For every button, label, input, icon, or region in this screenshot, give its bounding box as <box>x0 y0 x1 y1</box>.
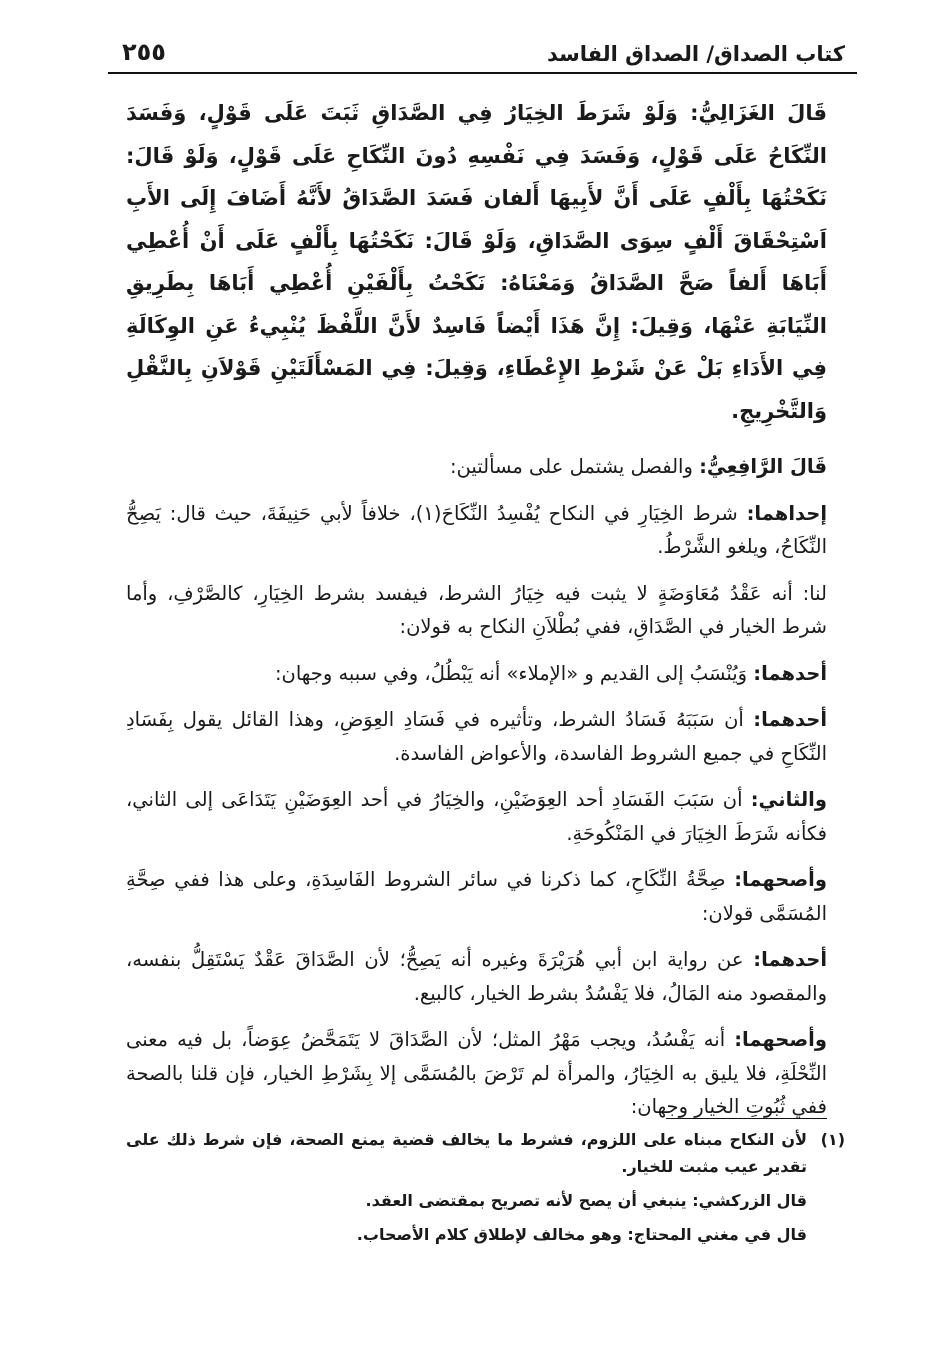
sharh-paragraph-8 <box>126 943 827 1010</box>
paragraph-text: أن سَبَبَهُ فَسَادُ الشرط، وتأثيره في فَسَادِ العِوَضِ، وهذا القائل يقول بِفَسَادِ النِّكَاحِ في جميع الشروط الفاسدة، والأعواض الفاسدة. <box>126 708 827 765</box>
paragraph-text: عن رواية ابن أبي هُرَيْرَةَ وغيره أنه يَصِحُّ؛ لأن الصَّدَاقَ عَقْدٌ يَسْتَقِلُّ بنفسه، والمقصود منه المَالُ، فلا يَفْسُدُ بشرط الخيار، كالبيع. <box>126 948 827 1005</box>
paragraph-lead: إحداهما: <box>746 501 828 525</box>
footnote-line: قال الزركشي: ينبغي أن يصح لأنه تصريح بمقتضى العقد. <box>365 1191 807 1210</box>
header-rule <box>108 72 857 74</box>
paragraph-lead: أحدهما: <box>753 661 827 685</box>
sharh-paragraph-5 <box>126 703 827 770</box>
footnote-separator <box>666 1118 827 1119</box>
paragraph-text: صِحَّةُ النِّكَاحِ، كما ذكرنا في سائر الشروط الفَاسِدَةِ، وعلى هذا ففي صِحَّةِ المُسَمَّى قولان: <box>126 868 827 925</box>
sharh-paragraph-7 <box>126 863 827 930</box>
paragraph-text: أن سَبَبَ الفَسَادِ أحد العِوَضَيْنِ، والخِيَارُ في أحد العِوَضَيْنِ يَتَدَاعَى إلى الثاني، فكأنه شَرَطَ الخِيَارَ في المَنْكُوحَةِ. <box>126 788 827 845</box>
sharh-paragraph-1 <box>126 450 827 484</box>
footnotes <box>126 1126 845 1248</box>
running-title: كتاب الصداق/ الصداق الفاسد <box>547 42 845 66</box>
matn-paragraph: قَالَ الغَزَالِيُّ: وَلَوْ شَرَطَ الخِيَارُ فِي الصَّدَاقِ ثَبَتَ عَلَى قَوْلٍ، وَفَسَدَ النِّكَاحُ عَلَى قَوْلٍ، وَفَسَدَ فِي نَفْسِهِ دُونَ النِّكَاحِ عَلَى قَوْلٍ، وَلَوْ قَالَ: نَكَحْتُهَا بِأَلْفٍ عَلَى أَنَّ لأَبِيهَا أَلفان فَسَدَ الصَّدَاقُ لأَنَّهُ أَضَافَ إِلَى الأَبِ اَسْتِحْقَاقَ أَلْفٍ سِوَى الصَّدَاقِ، وَلَوْ قَالَ: نَكَحْتُهَا بِأَلْفٍ عَلَى أَنْ أُعْطِي أَبَاهَا أَلفاً صَحَّ الصَّدَاقُ وَمَعْنَاهُ: نَكَحْتُ بِأَلْفَيْنِ أُعْطِي أَبَاهَا بِطَرِيقِ النِّيَابَةِ عَنْهَا، وَقِيلَ: إِنَّ هَذَا أَيْضاً فَاسِدٌ لأَنَّ اللَّفْظَ يُنْبِيءُ عَنِ الوِكَالَةِ فِي الأَدَاءِ بَلْ عَنْ شَرْطِ الإِعْطَاءِ، وَقِيلَ: فِي المَسْأَلَتَيْنِ قَوْلاَنِ بِالنَّقْلِ وَالتَّخْرِيجِ. <box>126 101 827 423</box>
paragraph-lead: وأصحهما: <box>734 1028 827 1051</box>
paragraph-text: أنه يَفْسُدُ، ويجب مَهْرُ المثل؛ لأن الصَّدَاقَ لا يَتَمَحَّضُ عِوَضاً، بل فيه معنى النِّحْلَةِ، فلا يليق به الخِيَارُ، والمرأة لم تَرْضَ بالمُسَمَّى إلا بِشَرْطِ الخيار، فإن قلنا بالصحة ففي ثُبُوتِ الخيار وجهان: <box>126 1028 827 1118</box>
paragraph-lead: أحدهما: <box>753 708 827 731</box>
sharh-paragraph-4 <box>126 657 827 691</box>
sharh-paragraph-9 <box>126 1023 827 1124</box>
sharh-paragraph-3 <box>126 577 827 644</box>
running-header <box>122 30 845 66</box>
main-text <box>126 92 827 1137</box>
paragraph-text: وَيُنْسَبُ إلى القديم و «الإملاء» أنه يَبْطُلُ، وفي سببه وجهان: <box>274 661 754 685</box>
paragraph-text: والفصل يشتمل على مسألتين: <box>449 455 700 478</box>
footnote-line: قال في مغني المحتاج: وهو مخالف لإطلاق كلام الأصحاب. <box>356 1225 807 1244</box>
sharh-paragraph-6 <box>126 783 827 850</box>
paragraph-text: لنا: أنه عَقْدُ مُعَاوَضَةٍ لا يثبت فيه خِيَارُ الشرط، فيفسد بشرط الخِيَارِ، كالصَّرْفِ، وأما شرط الخيار في الصَّدَاقِ، ففي بُطْلاَنِ النكاح به قولان: <box>126 581 827 638</box>
footnote-1 <box>126 1126 845 1180</box>
paragraph-lead: قَالَ الرَّافِعِيُّ: <box>699 455 827 478</box>
footnote-text: لأن النكاح مبناه على اللزوم، فشرط ما يخالف قضية يمنع الصحة، فإن شرط ذلك على تقدير عيب مثبت للخيار. <box>126 1130 807 1176</box>
paragraph-text: شرط الخِيَارِ في النكاح يُفْسِدُ النِّكَاحَ(١)، خلافاً لأبي حَنِيفَةَ، حيث قال: يَصِحُّ النِّكَاحُ، ويلغو الشَّرْطُ. <box>126 501 827 558</box>
paragraph-lead: وأصحهما: <box>734 868 827 891</box>
page-number: ٢٥٥ <box>122 38 166 66</box>
paragraph-lead: أحدهما: <box>753 948 827 971</box>
sharh-paragraph-2 <box>126 497 827 564</box>
footnote-marker: (١) <box>820 1130 845 1149</box>
paragraph-lead: والثاني: <box>750 788 827 811</box>
